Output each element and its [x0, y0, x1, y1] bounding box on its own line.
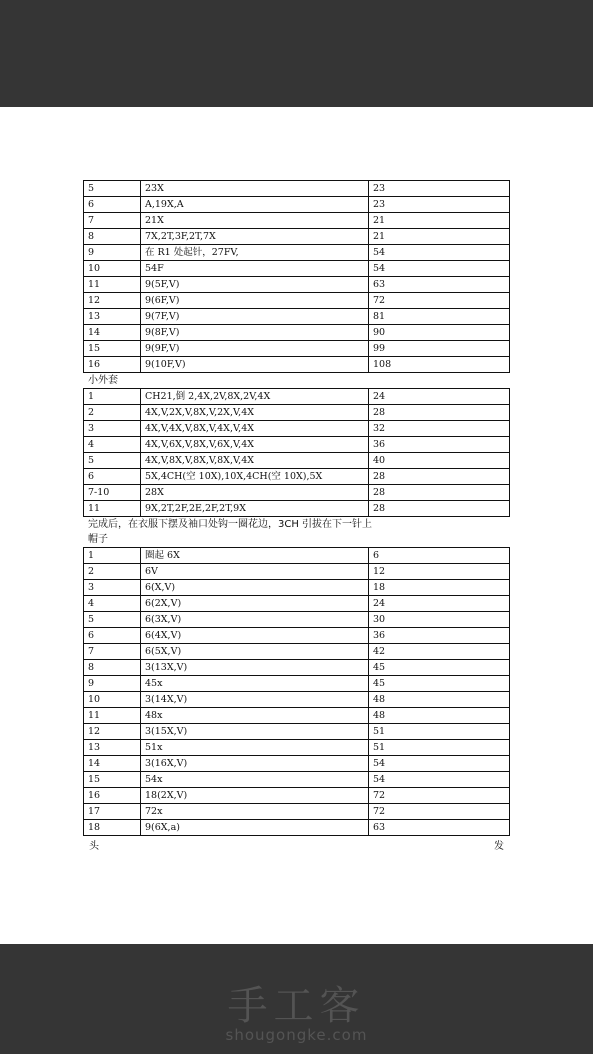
row-stitch-count: 72 — [369, 788, 510, 804]
table-row — [84, 596, 510, 612]
row-stitch-count: 42 — [369, 644, 510, 660]
row-instruction: 3(16X,V) — [141, 756, 369, 772]
row-stitch-count: 28 — [369, 501, 510, 517]
watermark-logo: 手工客 — [227, 983, 366, 1029]
table-section-hat — [83, 547, 510, 836]
row-stitch-count: 24 — [369, 596, 510, 612]
row-number: 8 — [84, 660, 141, 676]
row-stitch-count: 99 — [369, 341, 510, 357]
table-row — [84, 580, 510, 596]
row-instruction: 4X,V,8X,V,8X,V,8X,V,4X — [141, 453, 369, 469]
row-number: 11 — [84, 501, 141, 517]
row-stitch-count: 28 — [369, 485, 510, 501]
table-row — [84, 708, 510, 724]
table-row — [84, 389, 510, 405]
row-stitch-count: 54 — [369, 245, 510, 261]
row-instruction: 圈起 6X — [141, 548, 369, 564]
row-number: 9 — [84, 245, 141, 261]
row-stitch-count: 28 — [369, 469, 510, 485]
row-number: 16 — [84, 788, 141, 804]
top-dark-bar — [0, 0, 593, 107]
row-instruction: 9(7F,V) — [141, 309, 369, 325]
row-stitch-count: 54 — [369, 756, 510, 772]
row-number: 17 — [84, 804, 141, 820]
row-instruction: A,19X,A — [141, 197, 369, 213]
row-instruction: 72x — [141, 804, 369, 820]
row-stitch-count: 48 — [369, 708, 510, 724]
row-stitch-count: 81 — [369, 309, 510, 325]
table-row — [84, 405, 510, 421]
row-number: 3 — [84, 421, 141, 437]
row-stitch-count: 40 — [369, 453, 510, 469]
row-stitch-count: 90 — [369, 325, 510, 341]
row-instruction: 3(14X,V) — [141, 692, 369, 708]
watermark-url: shougongke.com — [225, 1026, 368, 1044]
table-row — [84, 676, 510, 692]
row-instruction: 6(2X,V) — [141, 596, 369, 612]
row-number: 2 — [84, 564, 141, 580]
row-stitch-count: 30 — [369, 612, 510, 628]
table-row — [84, 277, 510, 293]
row-instruction: 45x — [141, 676, 369, 692]
row-instruction: 7X,2T,3F,2T,7X — [141, 229, 369, 245]
row-instruction: 51x — [141, 740, 369, 756]
row-stitch-count: 45 — [369, 660, 510, 676]
row-number: 7-10 — [84, 485, 141, 501]
row-number: 2 — [84, 405, 141, 421]
row-number: 1 — [84, 548, 141, 564]
row-number: 16 — [84, 357, 141, 373]
table-row — [84, 772, 510, 788]
row-stitch-count: 72 — [369, 293, 510, 309]
row-number: 11 — [84, 277, 141, 293]
row-number: 7 — [84, 213, 141, 229]
row-stitch-count: 6 — [369, 548, 510, 564]
section-title-jacket: 小外套 — [88, 375, 118, 386]
table-row — [84, 692, 510, 708]
table-row — [84, 213, 510, 229]
table-row — [84, 740, 510, 756]
row-instruction: 6(3X,V) — [141, 612, 369, 628]
pattern-block — [83, 180, 510, 851]
row-number: 1 — [84, 389, 141, 405]
row-instruction: 6(X,V) — [141, 580, 369, 596]
row-stitch-count: 54 — [369, 772, 510, 788]
table-row — [84, 564, 510, 580]
row-stitch-count: 72 — [369, 804, 510, 820]
row-number: 4 — [84, 437, 141, 453]
row-stitch-count: 36 — [369, 628, 510, 644]
table-row — [84, 229, 510, 245]
row-number: 11 — [84, 708, 141, 724]
row-stitch-count: 36 — [369, 437, 510, 453]
row-instruction: 18(2X,V) — [141, 788, 369, 804]
footer-right-text: 发 — [494, 841, 504, 852]
row-stitch-count: 24 — [369, 389, 510, 405]
row-stitch-count: 45 — [369, 676, 510, 692]
row-number: 10 — [84, 261, 141, 277]
table-row — [84, 485, 510, 501]
table-row — [84, 357, 510, 373]
row-number: 10 — [84, 692, 141, 708]
row-number: 7 — [84, 644, 141, 660]
row-stitch-count: 108 — [369, 357, 510, 373]
table-row — [84, 437, 510, 453]
row-instruction: 4X,V,2X,V,8X,V,2X,V,4X — [141, 405, 369, 421]
row-stitch-count: 48 — [369, 692, 510, 708]
table-row — [84, 341, 510, 357]
row-instruction: 3(15X,V) — [141, 724, 369, 740]
row-instruction: 3(13X,V) — [141, 660, 369, 676]
row-number: 13 — [84, 309, 141, 325]
bottom-dark-bar — [0, 944, 593, 1054]
row-number: 6 — [84, 197, 141, 213]
table-row — [84, 245, 510, 261]
row-instruction: 9(6X,a) — [141, 820, 369, 836]
row-instruction: 21X — [141, 213, 369, 229]
row-number: 5 — [84, 181, 141, 197]
table-row — [84, 788, 510, 804]
table-section-jacket — [83, 388, 510, 517]
document-page — [0, 107, 593, 944]
table-row — [84, 628, 510, 644]
row-stitch-count: 21 — [369, 229, 510, 245]
row-instruction: 9(10F,V) — [141, 357, 369, 373]
table-row — [84, 453, 510, 469]
row-instruction: 23X — [141, 181, 369, 197]
row-number: 6 — [84, 469, 141, 485]
row-number: 13 — [84, 740, 141, 756]
row-instruction: 6(5X,V) — [141, 644, 369, 660]
row-instruction: 9X,2T,2F,2E,2F,2T,9X — [141, 501, 369, 517]
row-number: 5 — [84, 612, 141, 628]
row-number: 12 — [84, 724, 141, 740]
table-row — [84, 181, 510, 197]
row-number: 9 — [84, 676, 141, 692]
table-row — [84, 644, 510, 660]
row-number: 6 — [84, 628, 141, 644]
table-row — [84, 548, 510, 564]
row-number: 3 — [84, 580, 141, 596]
row-instruction: 28X — [141, 485, 369, 501]
row-instruction: 9(9F,V) — [141, 341, 369, 357]
footer-left-text: 头 — [89, 841, 99, 852]
row-number: 8 — [84, 229, 141, 245]
table-row — [84, 804, 510, 820]
table-row — [84, 261, 510, 277]
row-stitch-count: 51 — [369, 740, 510, 756]
row-stitch-count: 51 — [369, 724, 510, 740]
row-instruction: 9(5F,V) — [141, 277, 369, 293]
table-row — [84, 660, 510, 676]
row-number: 14 — [84, 325, 141, 341]
row-instruction: CH21,倒 2,4X,2V,8X,2V,4X — [141, 389, 369, 405]
section-title-hat: 帽子 — [88, 534, 108, 545]
row-number: 14 — [84, 756, 141, 772]
row-instruction: 48x — [141, 708, 369, 724]
row-number: 12 — [84, 293, 141, 309]
row-instruction: 6V — [141, 564, 369, 580]
table-row — [84, 756, 510, 772]
table-row — [84, 197, 510, 213]
row-stitch-count: 18 — [369, 580, 510, 596]
row-number: 5 — [84, 453, 141, 469]
row-stitch-count: 12 — [369, 564, 510, 580]
row-stitch-count: 21 — [369, 213, 510, 229]
table-row — [84, 612, 510, 628]
row-instruction: 54F — [141, 261, 369, 277]
row-instruction: 9(8F,V) — [141, 325, 369, 341]
row-instruction: 5X,4CH(空 10X),10X,4CH(空 10X),5X — [141, 469, 369, 485]
row-number: 15 — [84, 772, 141, 788]
row-number: 18 — [84, 820, 141, 836]
table-row — [84, 469, 510, 485]
table-row — [84, 293, 510, 309]
row-stitch-count: 23 — [369, 197, 510, 213]
row-instruction: 9(6F,V) — [141, 293, 369, 309]
row-instruction: 在 R1 处起针，27FV, — [141, 245, 369, 261]
page-footer — [83, 836, 510, 851]
row-instruction: 4X,V,4X,V,8X,V,4X,V,4X — [141, 421, 369, 437]
row-number: 4 — [84, 596, 141, 612]
table-row — [84, 309, 510, 325]
table-row — [84, 724, 510, 740]
row-stitch-count: 28 — [369, 405, 510, 421]
row-number: 15 — [84, 341, 141, 357]
table-row — [84, 501, 510, 517]
table-row — [84, 820, 510, 836]
row-instruction: 4X,V,6X,V,8X,V,6X,V,4X — [141, 437, 369, 453]
row-stitch-count: 54 — [369, 261, 510, 277]
row-instruction: 6(4X,V) — [141, 628, 369, 644]
table-row — [84, 421, 510, 437]
row-stitch-count: 63 — [369, 820, 510, 836]
finishing-note: 完成后，在衣服下摆及袖口处钩一圈花边，3CH 引拔在下一针上 — [88, 519, 373, 530]
row-stitch-count: 23 — [369, 181, 510, 197]
row-instruction: 54x — [141, 772, 369, 788]
row-stitch-count: 63 — [369, 277, 510, 293]
row-stitch-count: 32 — [369, 421, 510, 437]
table-row — [84, 325, 510, 341]
table-section-1 — [83, 180, 510, 373]
